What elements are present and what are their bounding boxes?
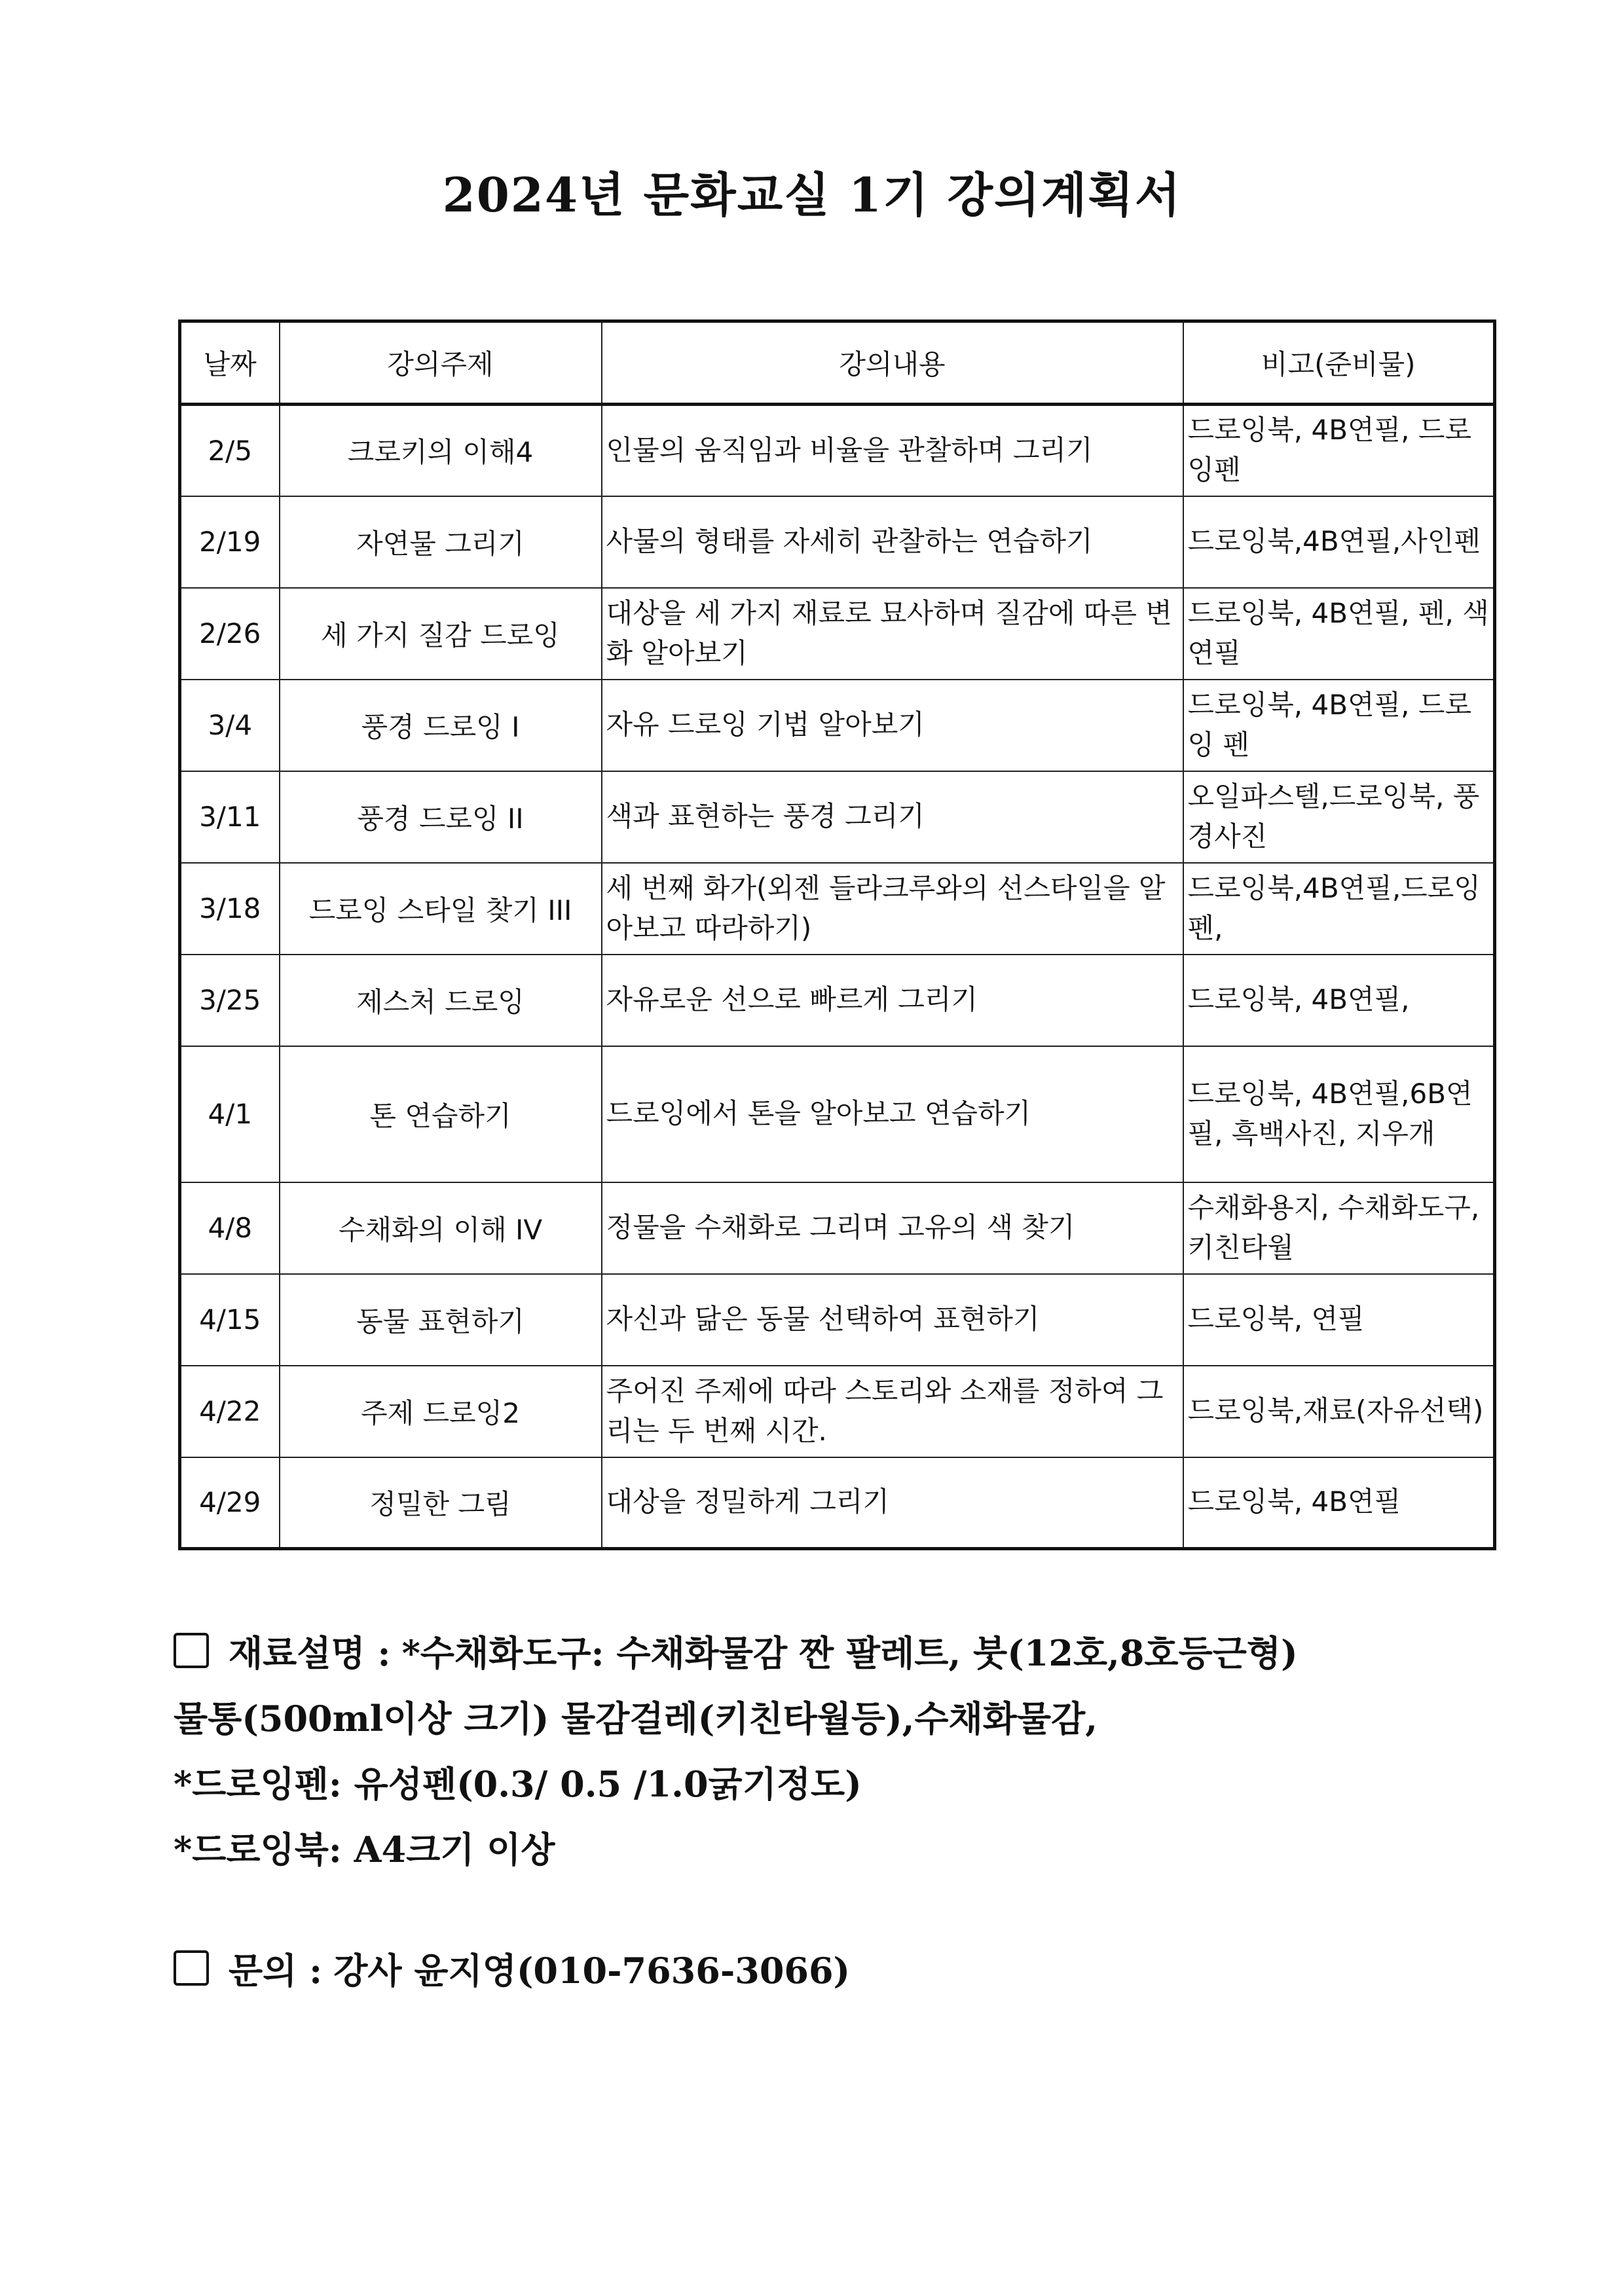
checkbox-icon	[174, 1633, 209, 1668]
cell-topic: 자연물 그리기	[280, 496, 602, 588]
cell-note: 드로잉북, 4B연필, 드로잉 펜	[1183, 680, 1495, 771]
cell-content: 대상을 정밀하게 그리기	[602, 1457, 1183, 1549]
cell-topic: 정밀한 그림	[280, 1457, 602, 1549]
cell-note: 드로잉북, 4B연필, 드로잉펜	[1183, 405, 1495, 496]
cell-date: 3/25	[180, 955, 280, 1046]
cell-note: 드로잉북,4B연필,드로잉펜,	[1183, 863, 1495, 955]
header-note: 비고(준비물)	[1183, 321, 1495, 405]
cell-note: 드로잉북,4B연필,사인펜	[1183, 496, 1495, 588]
table-row	[180, 1457, 1495, 1549]
cell-topic: 드로잉 스타일 찾기 III	[280, 863, 602, 955]
materials-line-3: *드로잉펜: 유성펜(0.3/ 0.5 /1.0굵기정도)	[174, 1763, 862, 1805]
cell-date: 3/4	[180, 680, 280, 771]
cell-note: 드로잉북, 4B연필	[1183, 1457, 1495, 1549]
cell-content: 자유로운 선으로 빠르게 그리기	[602, 955, 1183, 1046]
table-row	[180, 588, 1495, 680]
cell-topic: 크로키의 이해4	[280, 405, 602, 496]
cell-content: 드로잉에서 톤을 알아보고 연습하기	[602, 1046, 1183, 1182]
cell-date: 4/1	[180, 1046, 280, 1182]
cell-content: 주어진 주제에 따라 스토리와 소재를 정하여 그리는 두 번째 시간.	[602, 1366, 1183, 1457]
materials-line-2: 물통(500ml이상 크기) 물감걸레(키친타월등),수채화물감,	[174, 1698, 1098, 1740]
cell-content: 정물을 수채화로 그리며 고유의 색 찾기	[602, 1182, 1183, 1274]
cell-note: 드로잉북,재료(자유선택)	[1183, 1366, 1495, 1457]
table-row	[180, 1046, 1495, 1182]
table-row	[180, 405, 1495, 496]
header-content: 강의내용	[602, 321, 1183, 405]
table-row	[180, 863, 1495, 955]
page-title: 2024년 문화교실 1기 강의계획서	[442, 167, 1182, 223]
contact-text: 강사 윤지영(010-7636-3066)	[333, 1950, 851, 1992]
cell-note: 오일파스텔,드로잉북, 풍경사진	[1183, 771, 1495, 863]
table-row	[180, 955, 1495, 1046]
checkbox-icon	[174, 1950, 209, 1986]
contact-section	[174, 1938, 1483, 2003]
cell-topic: 세 가지 질감 드로잉	[280, 588, 602, 680]
materials-section	[174, 1620, 1483, 1882]
cell-date: 2/5	[180, 405, 280, 496]
lecture-plan-table	[178, 319, 1496, 1550]
cell-date: 2/26	[180, 588, 280, 680]
cell-content: 색과 표현하는 풍경 그리기	[602, 771, 1183, 863]
cell-topic: 동물 표현하기	[280, 1274, 602, 1366]
cell-content: 세 번째 화가(외젠 들라크루와의 선스타일을 알아보고 따라하기)	[602, 863, 1183, 955]
cell-date: 4/15	[180, 1274, 280, 1366]
cell-note: 드로잉북, 4B연필, 펜, 색연필	[1183, 588, 1495, 680]
cell-content: 사물의 형태를 자세히 관찰하는 연습하기	[602, 496, 1183, 588]
cell-note: 드로잉북, 4B연필,	[1183, 955, 1495, 1046]
cell-date: 4/22	[180, 1366, 280, 1457]
cell-note: 수채화용지, 수채화도구, 키친타월	[1183, 1182, 1495, 1274]
cell-date: 3/11	[180, 771, 280, 863]
table-row	[180, 680, 1495, 771]
cell-topic: 제스처 드로잉	[280, 955, 602, 1046]
cell-content: 자유 드로잉 기법 알아보기	[602, 680, 1183, 771]
cell-note: 드로잉북, 4B연필,6B연필, 흑백사진, 지우개	[1183, 1046, 1495, 1182]
cell-content: 대상을 세 가지 재료로 묘사하며 질감에 따른 변화 알아보기	[602, 588, 1183, 680]
cell-topic: 톤 연습하기	[280, 1046, 602, 1182]
table-header-row	[180, 321, 1495, 405]
cell-content: 인물의 움직임과 비율을 관찰하며 그리기	[602, 405, 1183, 496]
header-date: 날짜	[180, 321, 280, 405]
cell-topic: 풍경 드로잉 I	[280, 680, 602, 771]
materials-line-1: *수채화도구: 수채화물감 짠 팔레트, 붓(12호,8호등근형)	[401, 1632, 1298, 1674]
cell-date: 4/8	[180, 1182, 280, 1274]
table-row	[180, 1274, 1495, 1366]
cell-note: 드로잉북, 연필	[1183, 1274, 1495, 1366]
cell-topic: 주제 드로잉2	[280, 1366, 602, 1457]
materials-label: 재료설명 :	[229, 1632, 391, 1674]
contact-label: 문의 :	[229, 1950, 323, 1992]
materials-line-4: *드로잉북: A4크기 이상	[174, 1829, 555, 1870]
table-row	[180, 1182, 1495, 1274]
cell-topic: 풍경 드로잉 II	[280, 771, 602, 863]
cell-date: 3/18	[180, 863, 280, 955]
header-topic: 강의주제	[280, 321, 602, 405]
table-row	[180, 496, 1495, 588]
cell-date: 2/19	[180, 496, 280, 588]
cell-date: 4/29	[180, 1457, 280, 1549]
cell-topic: 수채화의 이해 IV	[280, 1182, 602, 1274]
table-row	[180, 1366, 1495, 1457]
cell-content: 자신과 닮은 동물 선택하여 표현하기	[602, 1274, 1183, 1366]
table-row	[180, 771, 1495, 863]
